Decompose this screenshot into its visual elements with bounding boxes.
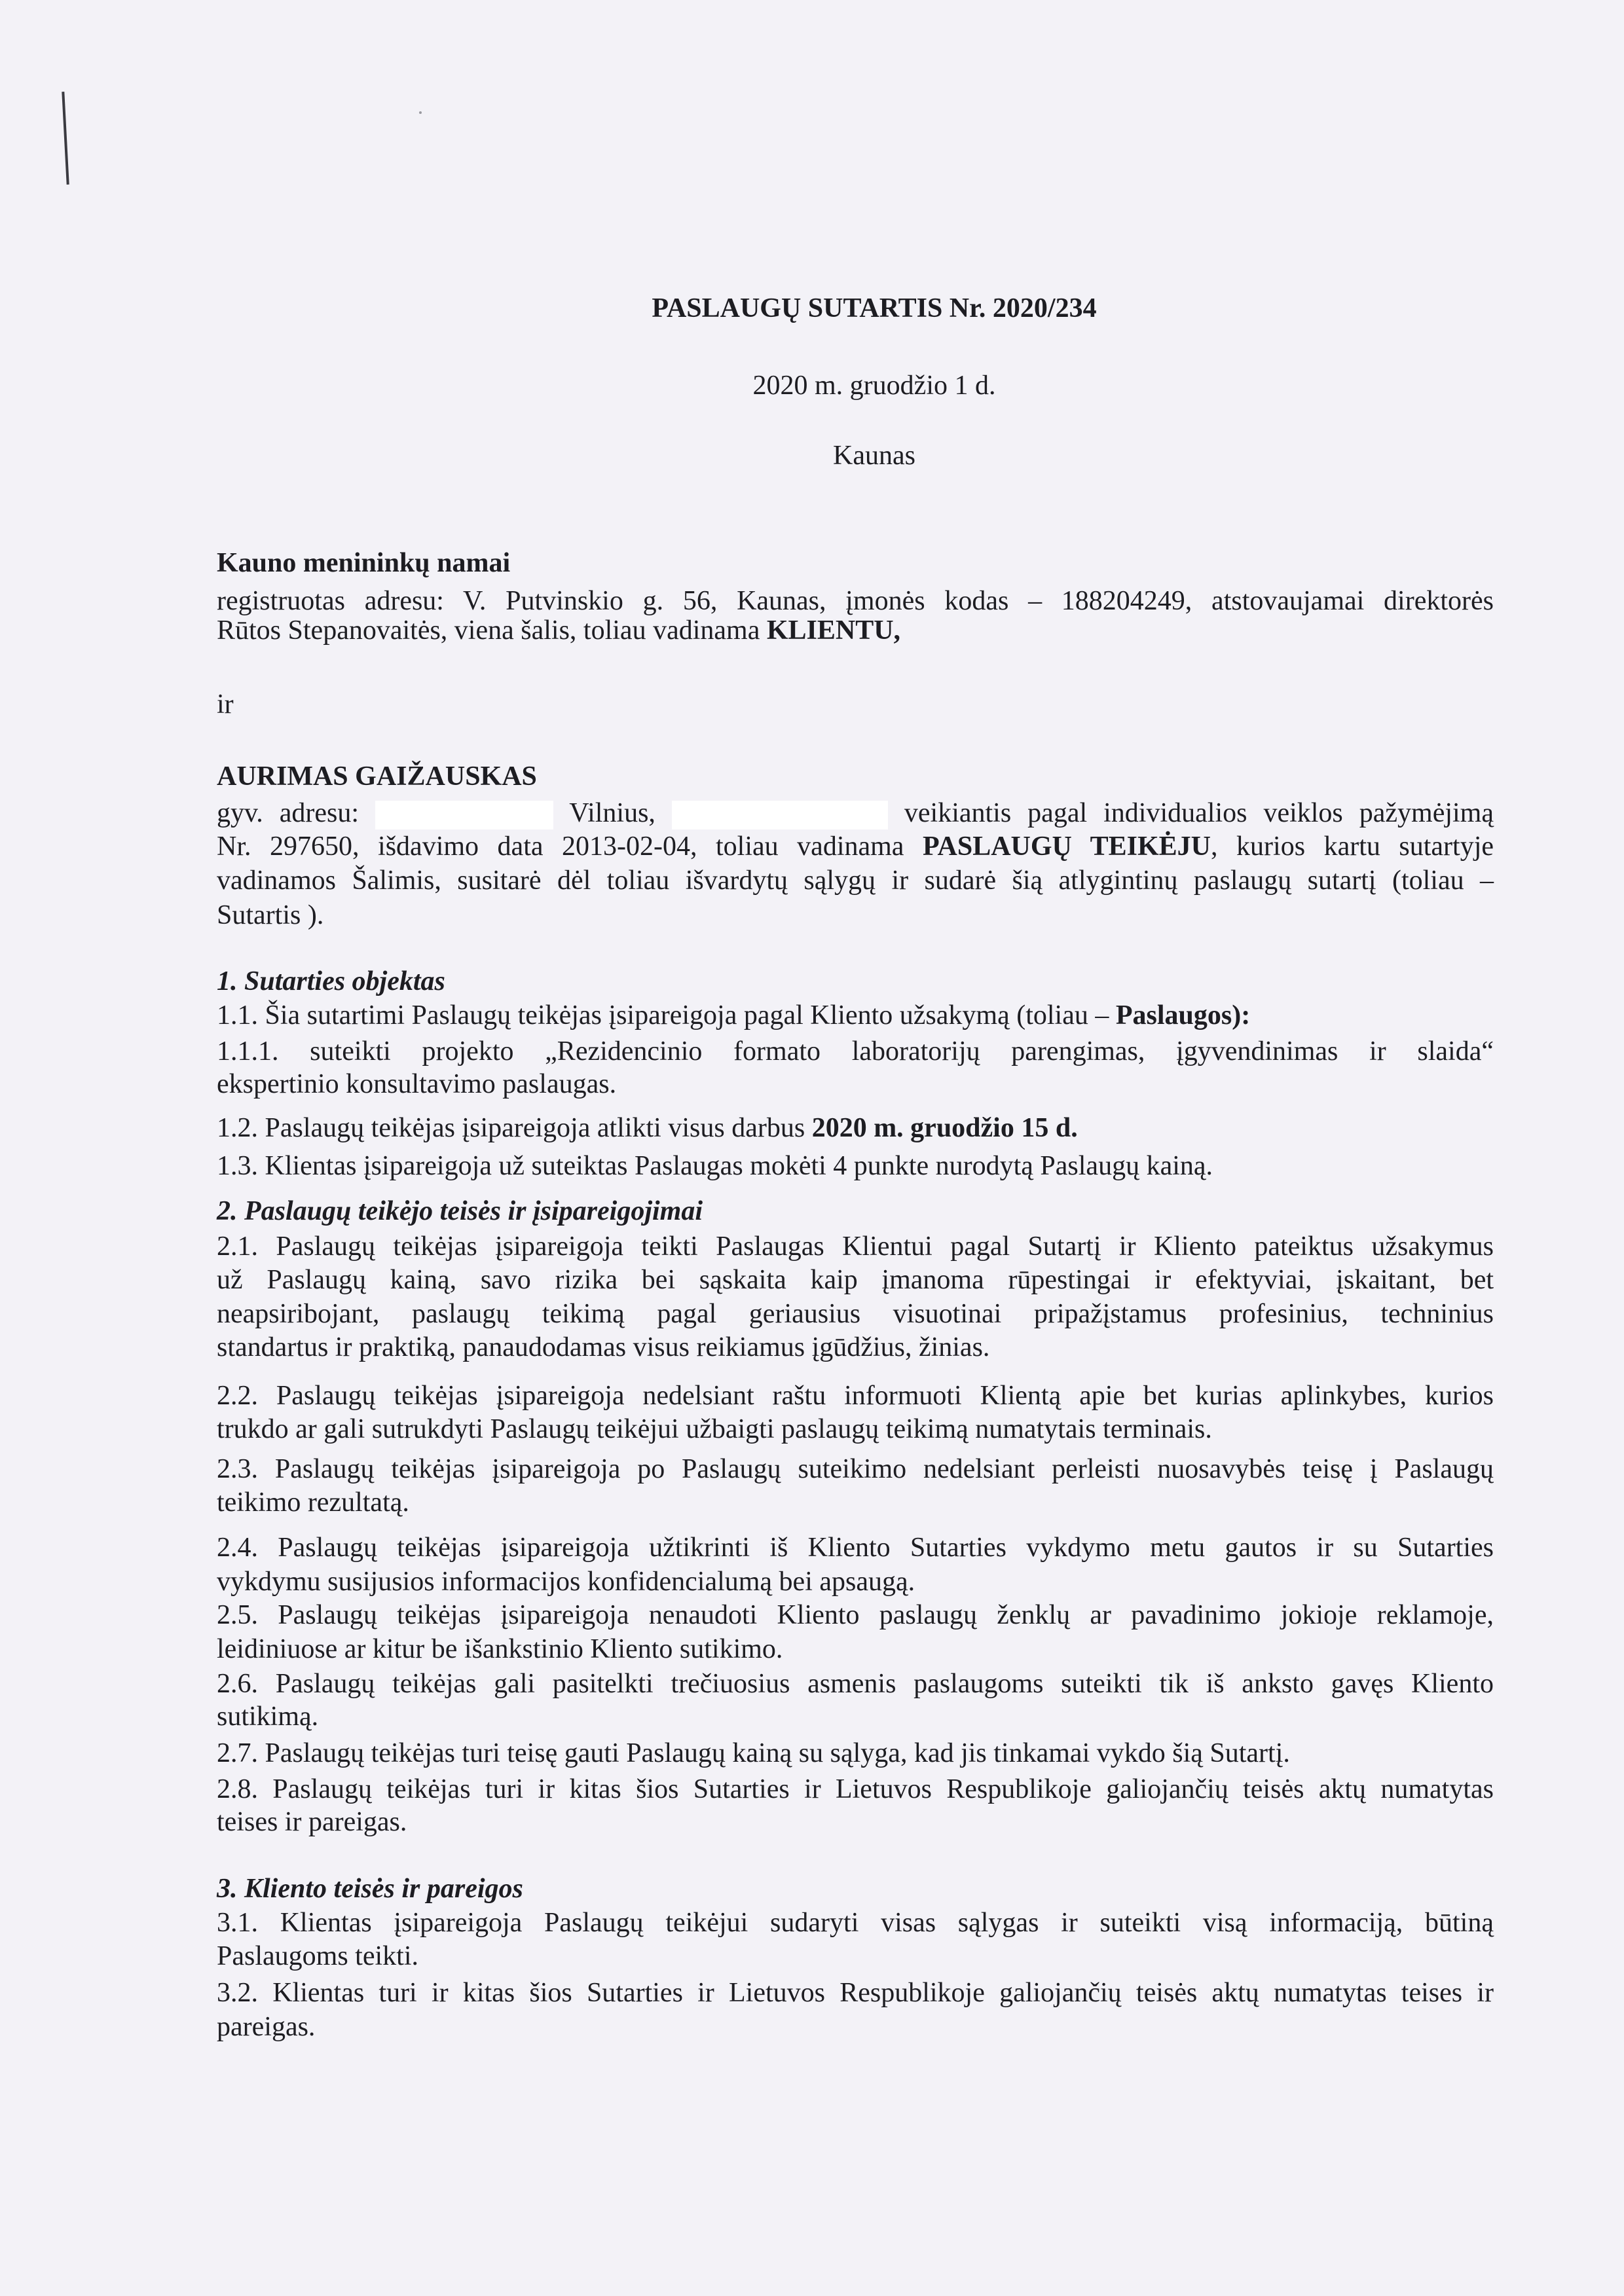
text-segment: 2.1. Paslaugų teikėjas įsipareigoja teikti Paslaugas Klientui pagal Sutartį ir Kliento pateiktus užsakymus [217,1231,1494,1262]
clause-line [217,1700,1494,1734]
section-heading: 2. Paslaugų teikėjo teisės ir įsipareigojimai [217,1196,703,1226]
clause-line [217,1632,1494,1666]
text-segment: 1.1.1. suteikti projekto „Rezidencinio formato laboratorijų parengimas, įgyvendinimas ir slaida“ [217,1036,1494,1066]
clause-line [217,1379,1494,1413]
clause-line [217,1565,1494,1599]
text-segment: už Paslaugų kainą, savo rizika bei sąskaita kaip įmanoma rūpestingai ir efektyviai, įskaitant, bet [217,1265,1494,1295]
clause-line [217,1805,1494,1839]
provider-details-line [217,829,1494,864]
section-heading: 3. Kliento teisės ir pareigos [217,1874,523,1904]
clause-line [217,1736,1494,1770]
clause-line [217,1452,1494,1486]
text-segment: 3.2. Klientas turi ir kitas šios Sutarties ir Lietuvos Respublikoje galiojančių teisės aktų numatytas teises ir [217,1978,1494,2008]
clause-line [217,1412,1494,1446]
text-segment: leidiniuose ar kitur be išankstinio Kliento sutikimo. [217,1634,783,1664]
text-segment: Sutartis ). [217,900,324,930]
client-name: Kauno menininkų namai [217,548,511,578]
text-segment: vadinamos Šalimis, susitarė dėl toliau išvardytų sąlygų ir sudarė šią atlygintinų paslaugų sutartį (toliau – [217,866,1494,896]
bold-text-segment: KLIENTU, [766,615,901,646]
client-details-line [217,613,1494,647]
clause-line [217,1772,1494,1806]
clause-line [217,1667,1494,1701]
text-segment: Vilnius, [553,798,672,828]
text-segment: 1.3. Klientas įsipareigoja už suteiktas Paslaugas mokėti 4 punkte nurodytą Paslaugų kainą. [217,1151,1213,1181]
scan-artifact-mark [62,92,69,185]
clause-line [217,1230,1494,1264]
redaction-box [375,801,553,829]
clause-line [217,1034,1494,1068]
text-segment: 2.8. Paslaugų teikėjas turi ir kitas šios Sutarties ir Lietuvos Respublikoje galiojančių teisės aktų numatytas [217,1774,1494,1804]
clause-line [217,1297,1494,1331]
provider-details-line [217,898,1494,932]
clause-line [217,1598,1494,1632]
text-segment: 3.1. Klientas įsipareigoja Paslaugų teikėjui sudaryti visas sąlygas ir suteikti visą informaciją, būtiną [217,1908,1494,1938]
clause-line [217,1531,1494,1565]
text-segment: veikiantis pagal individualios veiklos pažymėjimą [887,798,1494,828]
text-segment: 1.2. Paslaugų teikėjas įsipareigoja atlikti visus darbus [217,1113,812,1143]
text-segment: 2.6. Paslaugų teikėjas gali pasitelkti trečiuosius asmenis paslaugoms suteikti tik iš anksto gavęs Kliento [217,1669,1494,1699]
clause-line [217,1111,1494,1145]
text-segment: teikimo rezultatą. [217,1487,409,1518]
section-heading: 1. Sutarties objektas [217,966,445,996]
text-segment: teises ir pareigas. [217,1807,407,1837]
contract-date: 2020 m. gruodžio 1 d. [752,371,996,401]
conjunction-and: ir [217,689,234,720]
clause-line [217,1330,1494,1364]
text-segment: registruotas adresu: V. Putvinskio g. 56, Kaunas, įmonės kodas – 188204249, atstovaujamai direktorės [217,586,1494,616]
text-segment: standartus ir praktiką, panaudodamas visus reikiamus įgūdžius, žinias. [217,1332,990,1362]
text-segment: 2.5. Paslaugų teikėjas įsipareigoja nenaudoti Kliento paslaugų ženklų ar pavadinimo jokioje reklamoje, [217,1600,1494,1630]
text-segment: 2.7. Paslaugų teikėjas turi teisę gauti Paslaugų kainą su sąlyga, kad jis tinkamai vykdo šią Sutartį. [217,1738,1290,1768]
text-segment: Paslaugoms teikti. [217,1941,418,1971]
contract-title: PASLAUGŲ SUTARTIS Nr. 2020/234 [652,293,1097,323]
text-segment: 2.2. Paslaugų teikėjas įsipareigoja nedelsiant raštu informuoti Klientą apie bet kurias aplinkybes, kurios [217,1381,1494,1411]
text-segment: vykdymu susijusios informacijos konfidencialumą bei apsaugą. [217,1567,915,1597]
text-segment: neapsiribojant, paslaugų teikimą pagal geriausius visuotinai pripažįstamus profesinius, techninius [217,1299,1494,1329]
text-segment: sutikimą. [217,1702,319,1732]
clause-line [217,1906,1494,1940]
clause-line [217,998,1494,1032]
bold-text-segment: Paslaugos): [1115,1000,1251,1030]
text-segment: 2.4. Paslaugų teikėjas įsipareigoja užtikrinti iš Kliento Sutarties vykdymo metu gautos ir su Sutarties [217,1533,1494,1563]
bold-text-segment: 2020 m. gruodžio 15 d. [811,1113,1078,1143]
contract-city: Kaunas [833,441,915,471]
text-segment: Rūtos Stepanovaitės, viena šalis, toliau vadinama [217,615,767,646]
clause-line [217,1939,1494,1973]
clause-line [217,2010,1494,2044]
redaction-box [672,801,888,829]
provider-details-line [217,864,1494,898]
text-segment: trukdo ar gali sutrukdyti Paslaugų teikėjui užbaigti paslaugų teikimą numatytais terminais. [217,1414,1212,1444]
clause-line [217,1263,1494,1297]
text-segment: 2.3. Paslaugų teikėjas įsipareigoja po Paslaugų suteikimo nedelsiant perleisti nuosavybės teisę į Paslaugų [217,1454,1494,1484]
clause-line [217,1485,1494,1520]
clause-line [217,1067,1494,1101]
text-segment: pareigas. [217,2012,316,2042]
text-segment: ekspertinio konsultavimo paslaugas. [217,1069,617,1099]
text-segment: , kurios kartu sutartyje [1211,831,1494,862]
text-segment: 1.1. Šia sutartimi Paslaugų teikėjas įsipareigoja pagal Kliento užsakymą (toliau – [217,1000,1116,1030]
text-segment: gyv. adresu: [217,798,376,828]
clause-line [217,1976,1494,2010]
provider-name: AURIMAS GAIŽAUSKAS [217,761,537,792]
scan-artifact-dot [419,111,422,114]
text-segment: Nr. 297650, išdavimo data 2013-02-04, toliau vadinama [217,831,923,862]
provider-details-line [217,796,1494,830]
bold-text-segment: PASLAUGŲ TEIKĖJU [922,831,1211,862]
clause-line [217,1149,1494,1183]
